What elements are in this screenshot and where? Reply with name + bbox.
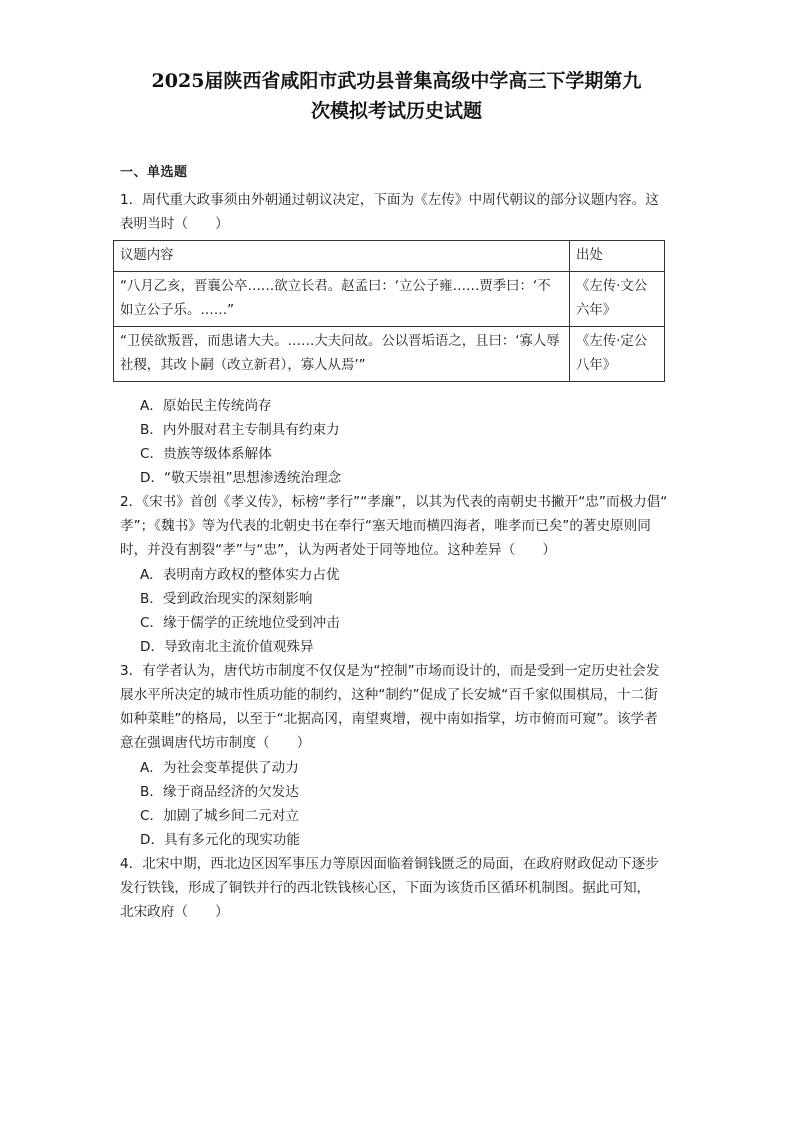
stem-line: 2．《宋书》首创《孝义传》，标榜“孝行”“孝廉”，以其为代表的南朝史书撇开“忠”而极力倡“ [120, 494, 668, 510]
stem-line: 北宋政府（ ） [120, 904, 229, 920]
table-cell-content: “卫侯欲叛晋，而患诸大夫。……大夫问故。公以晋垢语之，且曰：‘寡人辱社稷，其改卜嗣（改立新君），寡人从焉’” [114, 327, 570, 382]
question-1-option-c[interactable]: C．贵族等级体系解体 [140, 446, 272, 462]
title-line-1: 2025届陕西省咸阳市武功县普集高级中学高三下学期第九 [151, 70, 642, 92]
stem-line: 孝”；《魏书》等为代表的北朝史书在奉行“塞天地而横四海者，唯孝而已矣”的著史原则同 [120, 518, 651, 534]
question-3-option-a[interactable]: A．为社会变革提供了动力 [140, 760, 299, 776]
table-cell-source: 《左传·文公六年》 [570, 272, 665, 327]
question-2-option-b[interactable]: B．受到政治现实的深刻影响 [140, 591, 313, 607]
document-title [0, 66, 793, 126]
table-header-row [114, 241, 665, 272]
question-1-option-a[interactable]: A．原始民主传统尚存 [140, 398, 272, 414]
question-4-stem [120, 852, 675, 924]
table-row [114, 327, 665, 382]
question-3-option-c[interactable]: C．加剧了城乡间二元对立 [140, 808, 300, 824]
stem-line: 意在强调唐代坊市制度（ ） [120, 735, 311, 751]
question-1-stem [120, 188, 675, 236]
section-heading: 一、单选题 [120, 165, 188, 180]
question-2-option-d[interactable]: D．导致南北主流价值观殊异 [140, 639, 314, 655]
table-row [114, 272, 665, 327]
stem-line: 展水平所决定的城市性质功能的制约，这种“制约”促成了长安城“百千家似围棋局，十二街 [120, 687, 658, 703]
question-3-option-b[interactable]: B．缘于商品经济的欠发达 [140, 784, 299, 800]
table-header-content: 议题内容 [114, 241, 570, 272]
stem-line: 如种菜畦”的格局，以至于“北据高冈，南望爽增，视中南如指掌，坊市俯而可窥”。该学者 [120, 711, 658, 727]
stem-line: 表明当时（ ） [120, 216, 229, 232]
title-line-2: 次模拟考试历史试题 [310, 100, 482, 122]
stem-line: 1．周代重大政事须由外朝通过朝议决定，下面为《左传》中周代朝议的部分议题内容。这 [120, 192, 659, 208]
question-2-option-c[interactable]: C．缘于儒学的正统地位受到冲击 [140, 615, 340, 631]
question-1-table [113, 240, 665, 382]
table-header-source: 出处 [570, 241, 665, 272]
question-1-option-d[interactable]: D．“敬天崇祖”思想渗透统治理念 [140, 470, 342, 486]
stem-line: 时，并没有割裂“孝”与“忠”，认为两者处于同等地位。这种差异（ ） [120, 542, 556, 558]
question-1-option-b[interactable]: B．内外服对君主专制具有约束力 [140, 422, 340, 438]
table-cell-content: “八月乙亥，晋襄公卒……欲立长君。赵孟曰：‘立公子雍……贾季曰：‘不如立公子乐。……” [114, 272, 570, 327]
stem-line: 发行铁钱，形成了铜铁并行的西北铁钱核心区，下面为该货币区循环机制图。据此可知， [120, 880, 651, 896]
table-cell-source: 《左传·定公八年》 [570, 327, 665, 382]
question-3-stem [120, 659, 675, 755]
question-2-stem [120, 490, 675, 562]
question-3-option-d[interactable]: D．具有多元化的现实功能 [140, 832, 300, 848]
stem-line: 3．有学者认为，唐代坊市制度不仅仅是为“控制”市场而设计的，而是受到一定历史社会发 [120, 663, 660, 679]
stem-line: 4．北宋中期，西北边区因军事压力等原因面临着铜钱匮乏的局面，在政府财政促动下逐步 [120, 856, 659, 872]
question-2-option-a[interactable]: A．表明南方政权的整体实力占优 [140, 567, 340, 583]
